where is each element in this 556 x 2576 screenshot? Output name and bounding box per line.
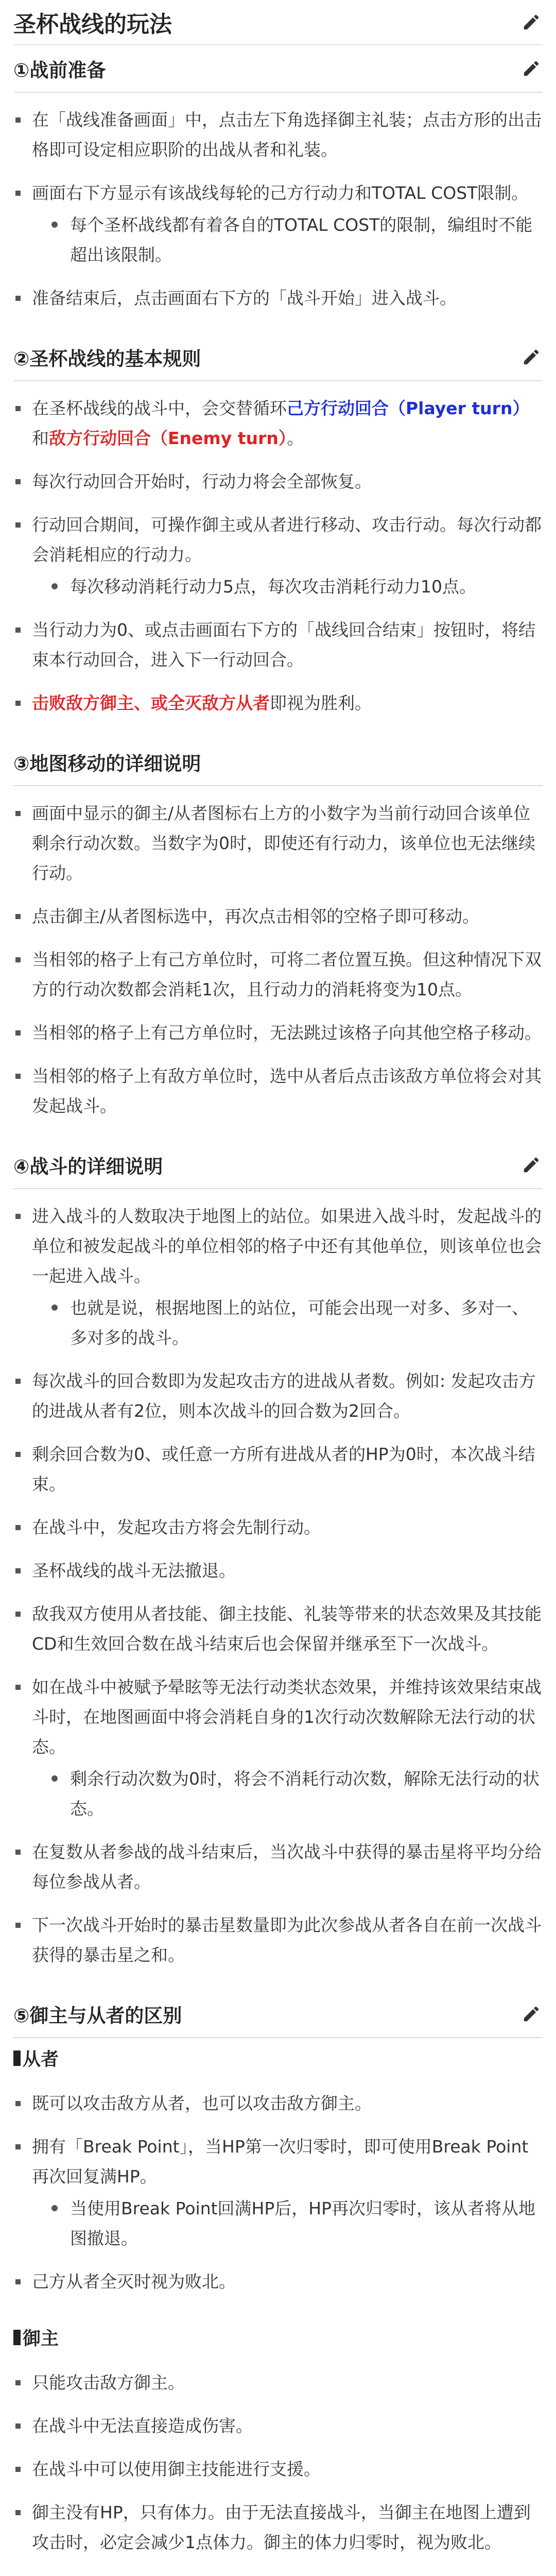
list-item: 当行动力为0、或点击画面右下方的「战线回合结束」按钮时，将结束本行动回合，进入下一行动回合。 bbox=[13, 615, 543, 675]
sub-list-item: 每次移动消耗行动力5点，每次攻击消耗行动力10点。 bbox=[32, 572, 543, 602]
list-item-defeat-condition: 己方从者全灭时视为败北。 bbox=[13, 2267, 543, 2297]
list-item: 每次战斗的回合数即为发起攻击方的进战从者数。例如: 发起攻击方的进战从者有2位，则本次战斗的回合数为2回合。 bbox=[13, 1366, 543, 1426]
section-master-servant-difference bbox=[13, 1991, 543, 2576]
list-item-text: 如在战斗中被赋予晕眩等无法行动类状态效果，并维持该效果结束战斗时，在地图画面中将会消耗自身的1次行动次数解除无法行动的状态。 bbox=[32, 1677, 542, 1757]
list-item bbox=[13, 688, 543, 718]
section-battle-details bbox=[13, 1142, 543, 1991]
sub-list bbox=[32, 210, 543, 270]
page-title: 圣杯战线的玩法 bbox=[13, 11, 172, 38]
list-item: 只能攻击敌方御主。 bbox=[13, 2368, 543, 2398]
section-header bbox=[13, 1991, 543, 2038]
section-header bbox=[13, 334, 543, 381]
section-preparation bbox=[13, 45, 543, 334]
list-item: 准备结束后，点击画面右下方的「战斗开始」进入战斗。 bbox=[13, 283, 543, 313]
text-span: 和 bbox=[32, 428, 49, 448]
list-item bbox=[13, 1672, 543, 1824]
list-item-text: 进入战斗的人数取决于地图上的站位。如果进入战斗时，发起战斗的单位和被发起战斗的单位相邻的格子中还有其他单位，则该单位也会一起进入战斗。 bbox=[32, 1206, 542, 1286]
list-item-text: 拥有「Break Point」，当HP第一次归零时，即可使用Break Point再次回复满HP。 bbox=[32, 2137, 529, 2187]
section-title: ⑤御主与从者的区别 bbox=[13, 2005, 182, 2027]
list-item: 下一次战斗开始时的暴击星数量即为此次参战从者各自在前一次战斗获得的暴击星之和。 bbox=[13, 1910, 543, 1970]
list-item bbox=[13, 510, 543, 602]
sub-list bbox=[32, 2194, 543, 2253]
master-subheading bbox=[13, 2319, 543, 2355]
sub-list-item: 也就是说，根据地图上的站位，可能会出现一对多、多对一、多对多的战斗。 bbox=[32, 1293, 543, 1353]
list-item-text: 行动回合期间，可操作御主或从者进行移动、攻击行动。每次行动都会消耗相应的行动力。 bbox=[32, 515, 542, 565]
list-item: 在战斗中，发起攻击方将会先制行动。 bbox=[13, 1513, 543, 1543]
section-basic-rules bbox=[13, 334, 543, 739]
list-item-text: 画面右下方显示有该战线每轮的己方行动力和TOTAL COST限制。 bbox=[32, 183, 529, 203]
player-turn-highlight: 己方行动回合（Player turn） bbox=[287, 398, 530, 418]
list-item-master-hp: 御主没有HP，只有体力。由于无法直接战斗，当御主在地图上遭到攻击时，必定会减少1点体力。御主的体力归零时，视为败北。 bbox=[13, 2498, 543, 2557]
list-item: 当相邻的格子上有己方单位时，可将二者位置互换。但这种情况下双方的行动次数都会消耗1次，且行动力的消耗将变为10点。 bbox=[13, 945, 543, 1005]
section-title: ①战前准备 bbox=[13, 59, 106, 81]
list-item: 剩余回合数为0、或任意一方所有进战从者的HP为0时，本次战斗结束。 bbox=[13, 1439, 543, 1499]
list-item: 当相邻的格子上有己方单位时，无法跳过该格子向其他空格子移动。 bbox=[13, 1018, 543, 1048]
section-title: ④战斗的详细说明 bbox=[13, 1156, 163, 1178]
section-header bbox=[13, 1142, 543, 1189]
bullet-list bbox=[13, 786, 543, 1142]
bullet-list bbox=[13, 2355, 543, 2576]
pencil-edit-icon[interactable] bbox=[520, 346, 543, 368]
subheading-text: 御主 bbox=[23, 2329, 59, 2349]
sub-list-item: 当使用Break Point回满HP后，HP再次归零时，该从者将从地图撤退。 bbox=[32, 2194, 543, 2253]
list-item: 每次行动回合开始时，行动力将会全部恢复。 bbox=[13, 467, 543, 497]
list-item: 圣杯战线的战斗无法撤退。 bbox=[13, 1556, 543, 1586]
square-marker-icon bbox=[13, 2330, 21, 2345]
pencil-edit-icon[interactable] bbox=[520, 57, 543, 80]
page-header bbox=[13, 0, 543, 45]
section-title: ②圣杯战线的基本规则 bbox=[13, 348, 201, 370]
text-span: 。 bbox=[287, 428, 304, 448]
sub-list-item: 每个圣杯战线都有着各自的TOTAL COST的限制，编组时不能超出该限制。 bbox=[32, 210, 543, 270]
text-span: 即视为胜利。 bbox=[270, 693, 372, 713]
section-header bbox=[13, 45, 543, 93]
section-header bbox=[13, 739, 543, 786]
sub-list-item: 剩余行动次数为0时，将会不消耗行动次数，解除无法行动的状态。 bbox=[32, 1764, 543, 1824]
list-item bbox=[13, 394, 543, 453]
pencil-edit-icon[interactable] bbox=[520, 11, 543, 33]
subheading-text: 从者 bbox=[23, 2049, 59, 2070]
text-span: 在圣杯战线的战斗中，会交替循环 bbox=[32, 398, 287, 418]
bullet-list bbox=[13, 381, 543, 739]
servant-subheading bbox=[13, 2040, 543, 2076]
sub-list bbox=[32, 572, 543, 602]
square-marker-icon bbox=[13, 2050, 21, 2066]
list-item: 点击御主/从者图标选中，再次点击相邻的空格子即可移动。 bbox=[13, 902, 543, 931]
section-title: ③地图移动的详细说明 bbox=[13, 753, 201, 775]
list-item: 敌我双方使用从者技能、御主技能、礼装等带来的状态效果及其技能CD和生效回合数在战斗结束后也会保留并继承至下一次战斗。 bbox=[13, 1599, 543, 1659]
list-item: 在复数从者参战的战斗结束后，当次战斗中获得的暴击星将平均分给每位参战从者。 bbox=[13, 1837, 543, 1897]
section-map-movement bbox=[13, 739, 543, 1142]
list-item: 在「战线准备画面」中，点击左下角选择御主礼装；点击方形的出击格即可设定相应职阶的出战从者和礼装。 bbox=[13, 105, 543, 165]
list-item: 画面中显示的御主/从者图标右上方的小数字为当前行动回合该单位剩余行动次数。当数字为0时，即使还有行动力，该单位也无法继续行动。 bbox=[13, 799, 543, 888]
list-item bbox=[13, 1201, 543, 1353]
list-item: 既可以攻击敌方从者，也可以攻击敌方御主。 bbox=[13, 2089, 543, 2119]
bullet-list bbox=[13, 2076, 543, 2317]
list-item: 在战斗中无法直接造成伤害。 bbox=[13, 2411, 543, 2441]
pencil-edit-icon[interactable] bbox=[520, 2003, 543, 2025]
sub-list bbox=[32, 1293, 543, 1353]
bullet-list bbox=[13, 1189, 543, 1991]
pencil-edit-icon[interactable] bbox=[520, 1154, 543, 1176]
list-item: 当相邻的格子上有敌方单位时，选中从者后点击该敌方单位将会对其发起战斗。 bbox=[13, 1061, 543, 1121]
victory-condition-highlight: 击败敌方御主、或全灭敌方从者 bbox=[32, 693, 270, 713]
bullet-list bbox=[13, 93, 543, 334]
list-item bbox=[13, 178, 543, 270]
list-item: 在战斗中可以使用御主技能进行支援。 bbox=[13, 2454, 543, 2484]
enemy-turn-highlight: 敌方行动回合（Enemy turn） bbox=[49, 428, 287, 448]
sub-list bbox=[32, 1764, 543, 1824]
list-item bbox=[13, 2132, 543, 2253]
